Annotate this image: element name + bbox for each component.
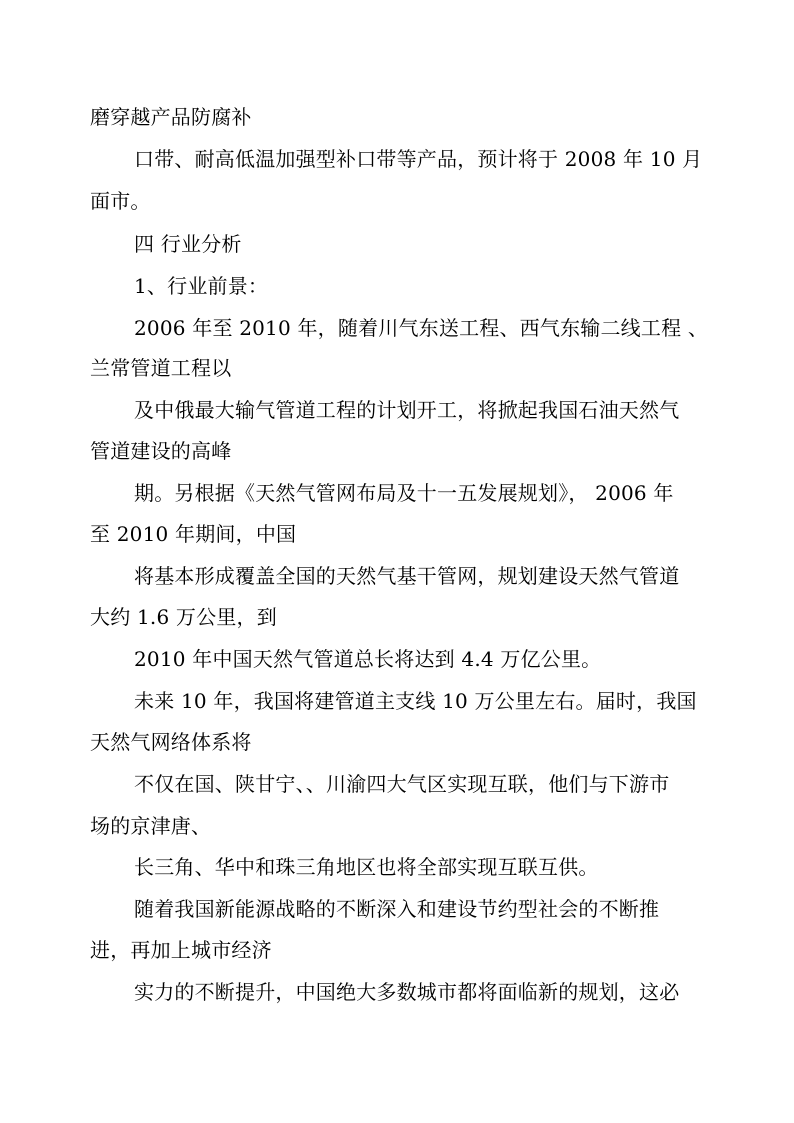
subsection-heading: 1、行业前景：: [134, 274, 269, 298]
text-line: 场的京津唐、: [90, 814, 212, 838]
text-line: 长三角、华中和珠三角地区也将全部实现互联互供。: [134, 855, 599, 879]
text-line: 至 2010 年期间，中国: [90, 522, 297, 546]
text-line: 将基本形成覆盖全国的天然气基干管网，规划建设天然气管道: [134, 564, 680, 588]
text-line: 兰常管道工程以: [90, 356, 232, 380]
text-line: 面市。: [90, 189, 151, 213]
text-line: 2010 年中国天然气管道总长将达到 4.4 万亿公里。: [134, 647, 602, 671]
text-line: 进，再加上城市经济: [90, 938, 272, 962]
text-line: 实力的不断提升，中国绝大多数城市都将面临新的规划，这必: [134, 980, 680, 1004]
text-line: 2006 年至 2010 年，随着川气东送工程、西气东输二线工程 、: [134, 316, 709, 340]
text-line: 管道建设的高峰: [90, 439, 232, 463]
text-line: 口带、耐高低温加强型补口带等产品，预计将于 2008 年 10 月: [134, 147, 703, 171]
text-line: 不仅在国、陕甘宁、、川渝四大气区实现互联，他们与下游市: [134, 772, 670, 796]
text-line: 天然气网络体系将: [90, 730, 252, 754]
text-line: 期。另根据《天然气管网布局及十一五发展规划》， 2006 年: [134, 481, 674, 505]
text-line: 大约 1.6 万公里，到: [90, 605, 277, 629]
text-line: 未来 10 年，我国将建管道主支线 10 万公里左右。届时，我国: [134, 689, 697, 713]
section-heading: 四 行业分析: [134, 232, 242, 256]
text-line: 及中俄最大输气管道工程的计划开工，将掀起我国石油天然气: [134, 398, 680, 422]
text-line: 随着我国新能源战略的不断深入和建设节约型社会的不断推: [134, 897, 660, 921]
text-line: 磨穿越产品防腐补: [90, 105, 252, 129]
